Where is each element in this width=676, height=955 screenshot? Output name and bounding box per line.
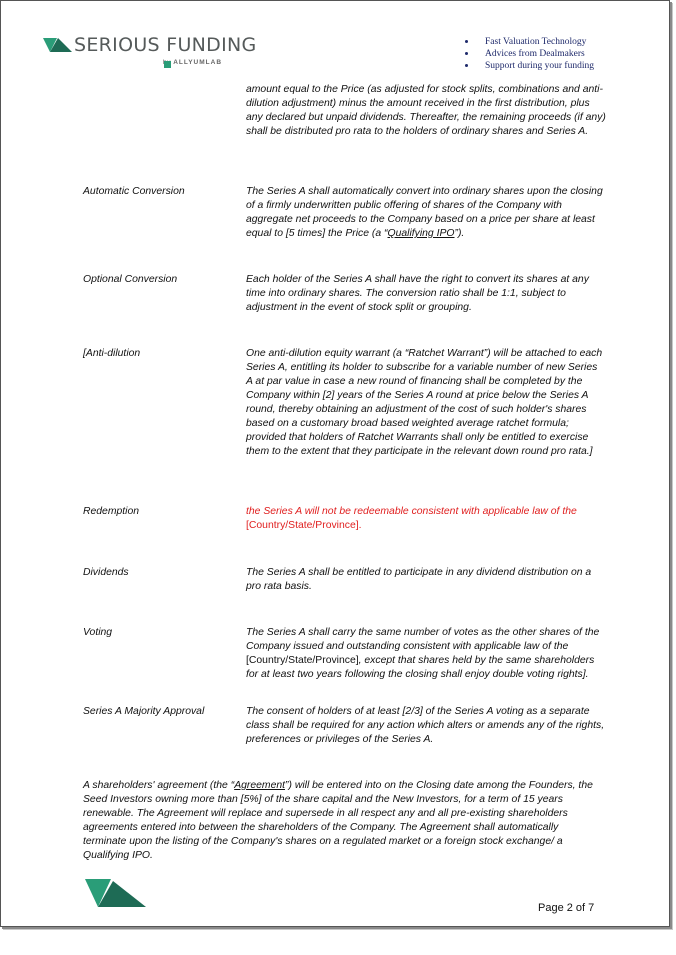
brand-name: SERIOUS FUNDING (74, 34, 257, 56)
term-label-optional-conversion: Optional Conversion (83, 274, 178, 285)
term-label-automatic-conversion: Automatic Conversion (83, 186, 185, 197)
redemption-text: the Series A will not be redeemable consistent with applicable law of the (246, 506, 577, 517)
agreement-term: Agreement (234, 780, 286, 791)
redemption-jurisdiction: [Country/State/Province]. (246, 520, 362, 531)
term-label-redemption: Redemption (83, 506, 140, 517)
term-text-anti-dilution: One anti-dilution equity warrant (a “Ratchet Warrant”) will be attached to each Series A, entitling its holder to subscribe for a variable number of new Series A at par value in case a new round of financing shall be completed by the Company within [2] years of the Series A round at price below the Series A round, thereby obtaining an adjustment of the cost of such holder's shares based on a customary broad based weighted average ratchet formula; provided that holders of Ratchet Warrants shall only be entitled to exercise them to the extent that they participate in the relevant down round pro rata.] (246, 348, 603, 457)
term-text-automatic-conversion (246, 185, 606, 241)
automatic-conversion-text-end: ”). (454, 228, 465, 239)
footer-logo-icon (85, 879, 147, 909)
agreement-paragraph (83, 779, 598, 863)
logo-mark-icon (43, 38, 73, 54)
voting-text-a: The Series A shall carry the same number of votes as the other shares of the Company issued and outstanding consistent with applicable law of the (246, 627, 600, 652)
agreement-text-start: A shareholders' agreement (the “ (83, 780, 235, 791)
feature-item: Fast Valuation Technology (463, 36, 594, 48)
allyumlab-icon (164, 61, 171, 68)
page-number: Page 2 of 7 (538, 902, 595, 914)
term-label-majority-approval: Series A Majority Approval (83, 706, 205, 717)
voting-jurisdiction: [Country/State/Province] (246, 655, 359, 666)
agreement-text-end: ”) will be entered into on the Closing date among the Founders, the Seed Investors owning more than [5%] of the share capital and the New Investors, for a term of 15 years renewable. The Agreement will replace and supersede in all respect any and all pre-existing shareholders agreements entered into between the shareholders of the Company. The Agreement shall automatically terminate upon the listing of the Company's shares on a regulated market or a foreign stock exchange/ a Qualifying IPO. (83, 780, 593, 861)
term-text-dividends: The Series A shall be entitled to participate in any dividend distribution on a pro rata basis. (246, 567, 592, 592)
term-label-dividends: Dividends (83, 567, 129, 578)
term-text-majority-approval: The consent of holders of at least [2/3] of the Series A voting as a separate class shall be required for any action which alters or amends any of the rights, preferences or privileges of the Series A. (246, 706, 605, 745)
automatic-conversion-text: The Series A shall automatically convert into ordinary shares upon the closing of a firmly underwritten public offering of shares of the Company with aggregate net proceeds to the Company based on a price per share at least equal to [5 times] the Price (a “ (246, 186, 603, 239)
brand-byline (163, 59, 222, 66)
brand-lab: ALLYUMLAB (173, 59, 223, 66)
continuation-text: amount equal to the Price (as adjusted for stock splits, combinations and anti-dilution adjustment) minus the amount received in the first distribution, plus any declared but unpaid dividends. Thereafter, the remaining proceeds (if any) shall be distributed pro rata to the holders of ordinary shares and Series A. (246, 84, 606, 137)
feature-item: Support during your funding (463, 60, 594, 72)
qualifying-ipo-term: Qualifying IPO (387, 228, 455, 239)
term-label-voting: Voting (83, 627, 113, 638)
term-text-voting (246, 626, 606, 682)
voting-text-c: , except that shares held by the same shareholders for at least two years following the closing shall enjoy double voting rights]. (246, 655, 595, 680)
term-text-optional-conversion: Each holder of the Series A shall have the right to convert its shares at any time into ordinary shares. The conversion ratio shall be 1:1, subject to adjustment in the event of stock split or grouping. (246, 274, 589, 313)
term-label-anti-dilution: [Anti-dilution (83, 348, 141, 359)
feature-list (463, 36, 594, 72)
term-text-redemption (246, 505, 606, 533)
feature-item: Advices from Dealmakers (463, 48, 594, 60)
